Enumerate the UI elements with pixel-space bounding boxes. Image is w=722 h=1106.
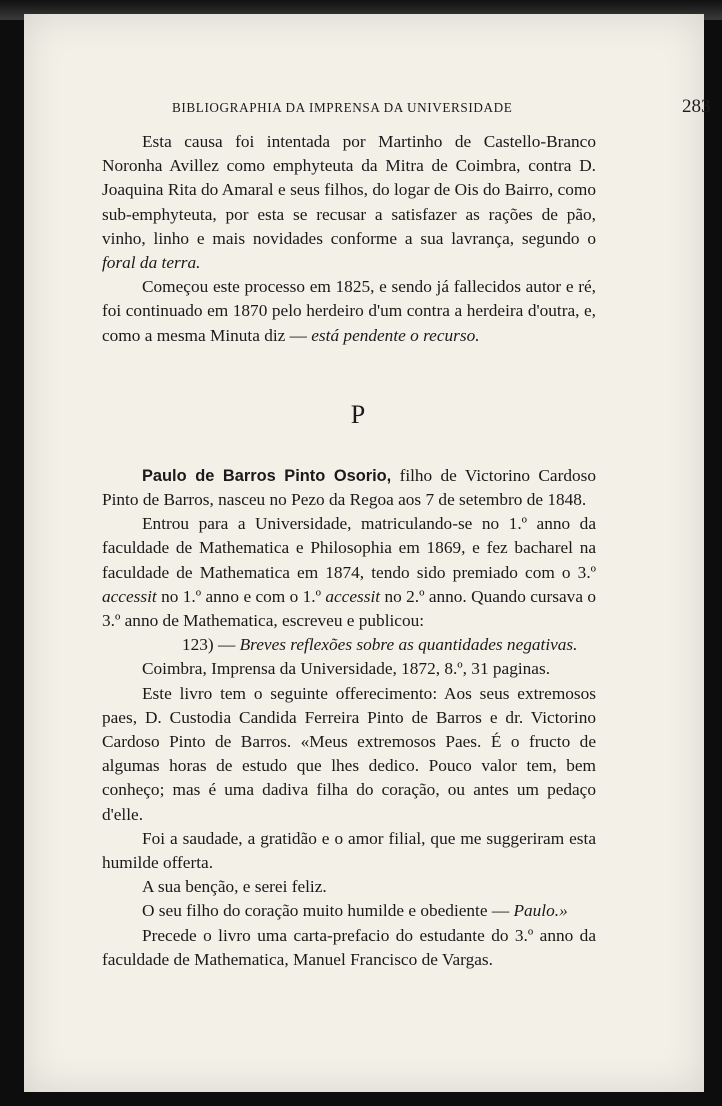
paragraph-blessing: A sua benção, e serei feliz. <box>142 877 327 897</box>
paragraph-text: Entrou para a Universidade, matriculando-se no 1.º anno da faculdade de Mathematica e Philosophia em 1869, e fez bacharel na faculdade de Mathematica em 1874, tendo sido premiado com o 3.º <box>102 514 596 582</box>
page-number: 283 <box>682 96 711 117</box>
paragraph-text: Começou este processo em 1825, e sendo já fallecidos autor e ré, foi continuado em 1870 pelo herdeiro d'um contra a herdeira d'outra, e, como a mesma Minuta diz — <box>102 277 596 345</box>
catalog-entry <box>102 633 596 657</box>
italic-term: accessit <box>102 586 157 606</box>
paragraph-text: filho de Victorino Cardoso Pinto de Barros, nasceu no Pezo da Regoa aos 7 de setembro de 1848. <box>102 465 596 510</box>
paragraph-dedication: Este livro tem o seguinte offerecimento: Aos seus extremosos paes, D. Custodia Candida Ferreira Pinto de Barros e dr. Victorino Cardoso Pinto de Barros. «Meus extremosos Paes. É o fructo de algumas horas de estudo que lhes dedico. Pouco valor tem, bem conheço; mas é uma dadiva filha do coração, ou antes um pedaço d'elle. <box>102 683 596 824</box>
catalog-title: Breves reflexões sobre as quantidades negativas. <box>239 635 578 655</box>
paragraph-text: no 1.º anno e com o 1.º <box>161 586 321 606</box>
catalog-imprint: Coimbra, Imprensa da Universidade, 1872, 8.º, 31 paginas. <box>142 659 551 679</box>
paragraph-university <box>102 512 596 633</box>
entry-name: Paulo de Barros Pinto Osorio, <box>142 466 392 485</box>
italic-phrase: foral da terra. <box>102 253 201 273</box>
paragraph-signature <box>102 899 596 923</box>
catalog-number: 123) — <box>182 635 236 655</box>
italic-phrase: está pendente o recurso. <box>311 325 480 345</box>
page-header <box>172 96 711 120</box>
page-body <box>102 130 596 972</box>
running-title: BIBLIOGRAPHIA DA IMPRENSA DA UNIVERSIDADE <box>172 100 513 115</box>
paragraph-cause <box>102 130 596 275</box>
paragraph-text: Esta causa foi intentada por Martinho de Castello-Branco Noronha Avillez como emphyteuta da Mitra de Coimbra, contra D. Joaquina Rita do Amaral e seus filhos, do logar de Ois do Bairro, como sub-emphyteuta, por esta se recusar a satisfazer as rações de pão, vinho, linho e mais novidades conforme a sua lavrança, segundo o <box>102 132 596 248</box>
paragraph-process <box>102 275 596 348</box>
paragraph-text: O seu filho do coração muito humilde e obediente — <box>142 901 510 921</box>
paragraph-gratitude: Foi a saudade, a gratidão e o amor filial, que me suggeriram esta humilde offerta. <box>102 828 596 873</box>
book-page <box>24 14 711 1092</box>
italic-term: accessit <box>325 586 381 606</box>
paragraph-preface: Precede o livro uma carta-prefacio do estudante do 3.º anno da faculdade de Mathematica, Manuel Francisco de Vargas. <box>102 925 596 969</box>
signature-name: Paulo.» <box>513 901 568 921</box>
paragraph-text: no 2.º anno. Quando cursava o 3.º anno de Mathematica, escreveu e publicou: <box>102 586 597 631</box>
section-letter: P <box>350 399 366 429</box>
entry-biography <box>102 464 596 512</box>
